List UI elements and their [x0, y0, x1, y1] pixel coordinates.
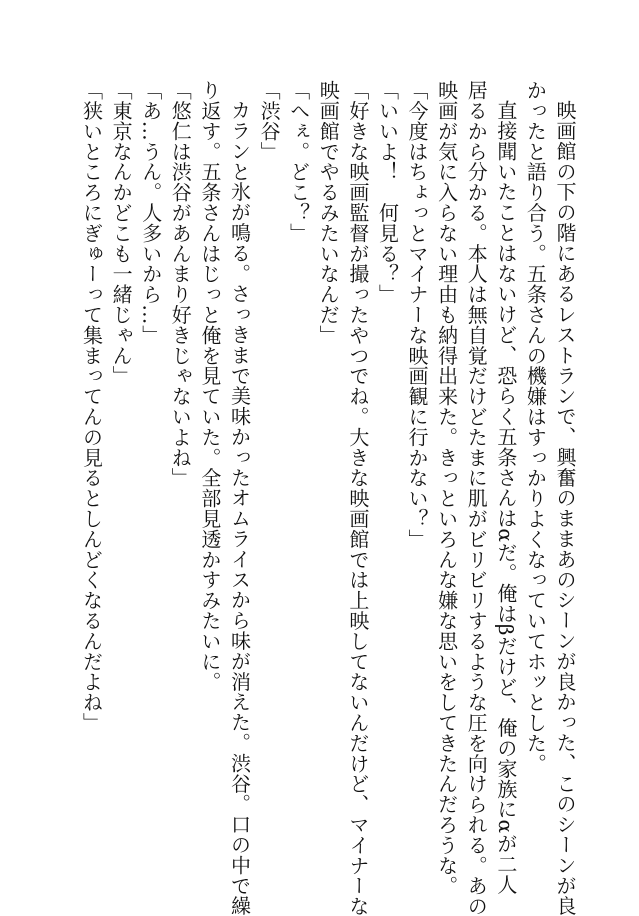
dialogue-line-6: 「今度はちょっとマイナーな映画観に行かない？」	[405, 80, 430, 550]
text-line-2: かったと語り合う。五条さんの機嫌はすっかりよくなっていてホッとした。	[523, 80, 548, 774]
dialogue-line-16: 「東京なんかどこも一緒じゃん」	[109, 80, 134, 386]
dialogue-line-15: 「あ…うん。人多いから…」	[138, 80, 163, 346]
text-line-4: 居るから分かる。本人は無自覚だけどたまに肌がビリビリするような圧を向けられる。あの	[464, 80, 489, 916]
dialogue-line-8: 「好きな映画監督が撮ったやつでね。大きな映画館では上映してないんだけど、マイナーな	[345, 80, 370, 916]
vertical-text-body	[76, 80, 579, 916]
text-line-13: り返す。五条さんはじっと俺を見ていた。全部見透かすみたいに。	[197, 80, 222, 692]
text-line-1: 映画館の下の階にあるレストランで、興奮のままあのシーンが良かった、このシーンが良	[553, 100, 577, 916]
dialogue-line-9: 映画館でやるみたいなんだ」	[316, 80, 341, 346]
dialogue-line-10: 「へぇ。どこ？」	[286, 80, 311, 244]
dialogue-line-14: 「悠仁は渋谷があんまり好きじゃないよね」	[168, 80, 193, 488]
dialogue-line-17: 「狭いところにぎゅーって集まってんの見るとしんどくなるんだよね」	[79, 80, 104, 733]
text-line-3: 直接聞いたことはないけど、恐らく五条さんはαだ。俺はβだけど、俺の家族にαが二人	[493, 100, 518, 895]
text-line-5: 映画が気に入らない理由も納得出来た。きっといろんな嫌な思いをしてきたんだろうな。	[434, 80, 459, 896]
text-line-12: カランと氷が鳴る。さっきまで美味かったオムライスから味が消えた。渋谷。口の中で繰	[227, 100, 252, 916]
dialogue-line-7: 「いいよ！ 何見る？」	[375, 80, 400, 305]
dialogue-line-11: 「渋谷」	[257, 80, 282, 162]
